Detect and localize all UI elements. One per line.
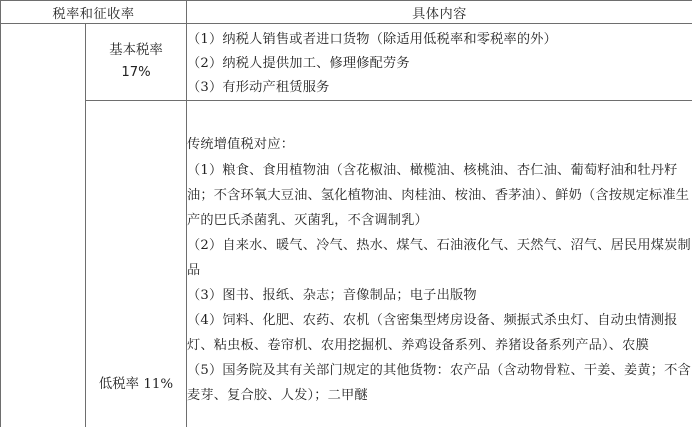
- basic-rate-value: 17%: [121, 65, 151, 80]
- header-rate-column: 税率和征收率: [1, 1, 187, 24]
- list-item: （2）纳税人提供加工、修理修配劳务: [187, 55, 410, 71]
- table-header-row: [1, 1, 692, 24]
- category-cell: [1, 24, 86, 427]
- basic-rate-label: 基本税率: [109, 43, 163, 58]
- low-rate-content: [187, 101, 692, 427]
- table-row-basic: [1, 24, 692, 101]
- table-row-low: [1, 101, 692, 427]
- list-item: （3）有形动产租赁服务: [187, 79, 330, 95]
- list-item: 传统增值税对应：: [187, 137, 295, 153]
- low-rate-label: 低税率 11%: [98, 377, 174, 392]
- list-item: （3）图书、报纸、杂志；音像制品；电子出版物: [187, 288, 477, 304]
- basic-rate-content: [187, 24, 692, 101]
- list-item: （2）自来水、暖气、冷气、热水、煤气、石油液化气、天然气、沼气、居民用煤炭制品: [187, 237, 691, 278]
- list-item: （1）纳税人销售或者进口货物（除适用低税率和零税率的外）: [187, 31, 558, 47]
- low-rate-cell: [86, 101, 187, 427]
- header-content-column: 具体内容: [187, 1, 692, 24]
- list-item: （4）饲料、化肥、农药、农机（含密集型烤房设备、频振式杀虫灯、自动虫情测报灯、粘虫板、卷帘机、农用挖掘机、养鸡设备系列、养猪设备系列产品）、农膜: [187, 313, 678, 354]
- list-item: （5）国务院及其有关部门规定的其他货物：农产品（含动物骨粒、干姜、姜黄；不含麦芽、复合胶、人发）；二甲醚: [187, 363, 691, 404]
- basic-rate-cell: [86, 24, 187, 101]
- list-item: （1）粮食、食用植物油（含花椒油、橄榄油、核桃油、杏仁油、葡萄籽油和牡丹籽油；不含环氧大豆油、氢化植物油、肉桂油、桉油、香茅油）、鲜奶（含按规定标准生产的巴氏杀菌乳、灭菌乳，不含调制乳）: [187, 162, 690, 228]
